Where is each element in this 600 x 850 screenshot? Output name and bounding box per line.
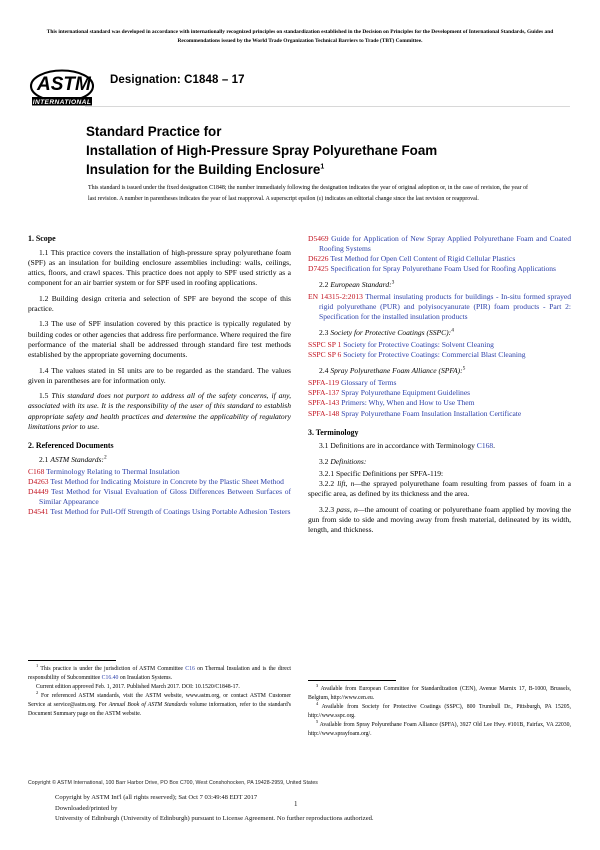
ref-item[interactable] — [28, 507, 291, 517]
ref-title[interactable]: Terminology Relating to Thermal Insulation — [46, 466, 180, 476]
ref-title[interactable]: Spray Polyurethane Foam Insulation Installation Certificate — [341, 408, 522, 418]
ref-code[interactable]: SPFA-148 — [308, 408, 340, 418]
ref-code[interactable]: SSPC SP 1 — [308, 340, 342, 350]
para-3-2-2: 3.2.2 lift, n—the sprayed polyurethane foam resulting from passes of foam in a specific area, as defined by its thickness and the area. — [308, 479, 571, 499]
astm-logo — [28, 66, 100, 110]
footnote-1: $^1$ This practice is under the jurisdiction of ASTM Committee C16 on Thermal Insulation and is the direct responsibility of Subcommittee C16.40 on Insulation Systems. — [28, 663, 291, 681]
terminology-link-c168[interactable]: C168 — [476, 441, 494, 451]
ref-item[interactable] — [28, 477, 291, 487]
license-line-2: Downloaded/printed by — [55, 804, 118, 812]
footnote-2: $^2$ For referenced ASTM standards, visit the ASTM website, www.astm.org, or contact ASTM Customer Service at service@astm.org. For Annual Book of ASTM Standards volume information, refer to the standard's Document Summary page on the ASTM website. — [28, 689, 291, 717]
ref-code[interactable]: SSPC SP 6 — [308, 350, 342, 360]
ref-title[interactable]: Specification for Spray Polyurethane Foam Used for Roofing Applications — [330, 264, 556, 274]
ref-title[interactable]: Primers: Why, When and How to Use Them — [341, 398, 475, 408]
ref-code[interactable]: SPFA-119 — [308, 378, 340, 388]
heading-terminology: 3. Terminology — [308, 427, 359, 437]
header-divider — [85, 106, 570, 107]
designation-label: Designation: C1848 – 17 — [110, 74, 245, 86]
wto-notice: This international standard was developed in accordance with internationally recognized principles on standardization established in the Decision on Principles for the Development of International Standards, Guides and Recommendations issued by the World Trade Organization Technical Barriers to Trade (TBT) Committee. — [46, 29, 554, 45]
ref-item[interactable] — [308, 234, 571, 254]
ref-code[interactable]: D4449 — [28, 486, 49, 496]
para-3-1: 3.1 Definitions are in accordance with Terminology C168. — [319, 441, 496, 451]
designation-header — [25, 66, 570, 110]
license-line-1: Copyright by ASTM Int'l (all rights reserved); Sat Oct 7 03:49:48 EDT 2017 — [55, 794, 258, 801]
footnote-current-edition: Current edition approved Feb. 1, 2017. Published March 2017. DOI: 10.1520/C1848-17. — [36, 683, 240, 690]
ref-title[interactable]: Society for Protective Coatings: Commercial Blast Cleaning — [343, 350, 526, 360]
ref-code[interactable]: D7425 — [308, 264, 329, 274]
ref-title[interactable]: Glossary of Terms — [340, 378, 397, 388]
ref-item[interactable] — [308, 292, 571, 322]
para-1-5: 1.5 This standard does not purport to address all of the safety concerns, if any, associated with its use. It is the responsibility of the user of this standard to establish appropriate safety and health practices and determine the applicability of regulatory limitations prior to use. — [28, 391, 291, 431]
ref-title[interactable]: Test Method for Open Cell Content of Rigid Cellular Plastics — [330, 254, 516, 264]
ref-title[interactable]: Thermal insulating products for buildings - In-situ formed sprayed rigid polyurethane (PUR) and polyisocyanurate (PIR) foam products - Part 2: Specification for the installed insulation products — [319, 292, 571, 322]
title-line-3: Insulation for the Building Enclosure$^1$ — [86, 162, 325, 178]
license-line-3: University of Edinburgh (University of Edinburgh) pursuant to License Agreement. No further reproductions authorized. — [55, 815, 374, 823]
ref-title[interactable]: Test Method for Visual Evaluation of Gloss Differences Between Surfaces of Similar Appearance — [39, 486, 291, 507]
para-1-4: 1.4 The values stated in SI units are to be regarded as the standard. The values given in parentheses are for information only. — [28, 365, 291, 385]
footnote-5: $^5$ Available from Spray Polyurethane Foam Alliance (SPFA), 3927 Old Lee Hwy. #101B, Fairfax, VA 22030, http://www.sprayfoam.org/. — [308, 718, 571, 737]
footnotes-left — [28, 652, 291, 718]
subhead-spfa: 2.4 Spray Polyurethane Foam Alliance (SPFA):$^5$ — [319, 365, 466, 376]
issued-under-note: This standard is issued under the fixed designation C1848; the number immediately following the designation indicates the year of original adoption or, in the case of revision, the year of last revision. A number in parentheses indicates the year of last reapproval. A superscript epsilon (ε) indicates an editorial change since the last revision or reapproval. — [88, 185, 528, 202]
svg-text:INTERNATIONAL: INTERNATIONAL — [32, 98, 92, 106]
footnote-link-c1640[interactable]: C16.40 — [101, 674, 119, 681]
ref-item[interactable] — [308, 388, 571, 398]
heading-scope: 1. Scope — [28, 234, 56, 243]
para-1-3: 1.3 The use of SPF insulation covered by this practice is typically regulated by building codes or other agencies that address fire performance. Where required the fire performance of the material shall be addressed through standard fire test methods established by the appropriate governing documents. — [28, 319, 291, 359]
ref-item[interactable] — [308, 254, 571, 264]
subhead-astm-standards: 2.1 ASTM Standards:$^2$ — [39, 453, 107, 464]
page-number: 1 — [294, 800, 298, 808]
ref-title[interactable]: Society for Protective Coatings: Solvent Cleaning — [343, 340, 494, 350]
footnote-link-c16[interactable]: C16 — [185, 666, 195, 672]
para-3-2-1: 3.2.1 Specific Definitions per SPFA-119: — [319, 469, 444, 479]
footnotes-right — [308, 672, 571, 738]
subhead-definitions: 3.2 Definitions: — [319, 457, 367, 467]
subhead-european-standard: 2.2 European Standard:$^3$ — [319, 279, 395, 290]
ref-item[interactable] — [308, 350, 571, 360]
ref-title[interactable]: Test Method for Indicating Moisture in Concrete by the Plastic Sheet Method — [50, 476, 284, 486]
ref-title[interactable]: Spray Polyurethane Equipment Guidelines — [341, 388, 471, 398]
ref-code[interactable]: EN 14315-2:2013 — [308, 292, 363, 302]
page-title — [86, 122, 556, 179]
para-1-2: 1.2 Building design criteria and selection of SPF are beyond the scope of this practice. — [28, 293, 291, 313]
title-line-2: Installation of High-Pressure Spray Polyurethane Foam — [86, 143, 438, 159]
para-3-2-3: 3.2.3 pass, n—the amount of coating or polyurethane foam applied by moving the gun from side to side and moving away from fresh material, delineated by its width, length, and thickness. — [308, 505, 571, 535]
ref-item[interactable] — [28, 467, 291, 477]
ref-code[interactable]: C168 — [28, 466, 45, 476]
copyright-line: Copyright © ASTM International, 100 Barr Harbor Drive, PO Box C700, West Conshohocken, PA 19428-2959, United States — [28, 780, 318, 786]
ref-code[interactable]: D4263 — [28, 476, 49, 486]
footnote-4: $^4$ Available from Society for Protective Coatings (SSPC), 800 Trumbull Dr., Pittsburgh, PA 15205, http://www.sspc.org. — [308, 700, 571, 719]
footnote-3: $^3$ Available from European Committee for Standardization (CEN), Avenue Marnix 17, B-1000, Brussels, Belgium, http://www.cen.eu. — [308, 683, 571, 701]
ref-item[interactable] — [308, 264, 571, 274]
footnote-rule — [308, 680, 396, 681]
ref-item[interactable] — [308, 378, 571, 388]
ref-code[interactable]: SPFA-143 — [308, 398, 340, 408]
ref-item[interactable] — [308, 340, 571, 350]
ref-item[interactable] — [308, 409, 571, 419]
footnote-rule — [28, 660, 116, 661]
ref-title[interactable]: Test Method for Pull-Off Strength of Coatings Using Portable Adhesion Testers — [50, 507, 291, 517]
heading-referenced-documents: 2. Referenced Documents — [28, 440, 114, 450]
right-column — [308, 234, 571, 541]
ref-code[interactable]: D5469 — [308, 234, 329, 243]
ref-item[interactable] — [308, 398, 571, 408]
subhead-sspc: 2.3 Society for Protective Coatings (SSPC):$^4$ — [319, 327, 454, 338]
title-line-1: Standard Practice for — [86, 124, 222, 139]
ref-code[interactable]: D6226 — [308, 254, 329, 264]
title-footnote-marker: 1 — [320, 163, 325, 171]
ref-code[interactable]: D4541 — [28, 507, 49, 517]
para-1-1: 1.1 This practice covers the installation of high-pressure spray polyurethane foam (SPF) as an insulation for building enclosure assemblies including: walls, ceilings, attics, floors, and crawl spaces. This practice does not apply to SPF used strictly as a component for an air barrier system or for SPF used in roofing applications. — [28, 247, 291, 288]
left-column — [28, 234, 291, 517]
ref-item[interactable] — [28, 487, 291, 507]
ref-code[interactable]: SPFA-137 — [308, 388, 340, 398]
license-block — [55, 793, 555, 825]
svg-text:ASTM: ASTM — [37, 74, 91, 95]
ref-title[interactable]: Guide for Application of New Spray Applied Polyurethane Foam and Coated Roofing Systems — [319, 234, 571, 254]
